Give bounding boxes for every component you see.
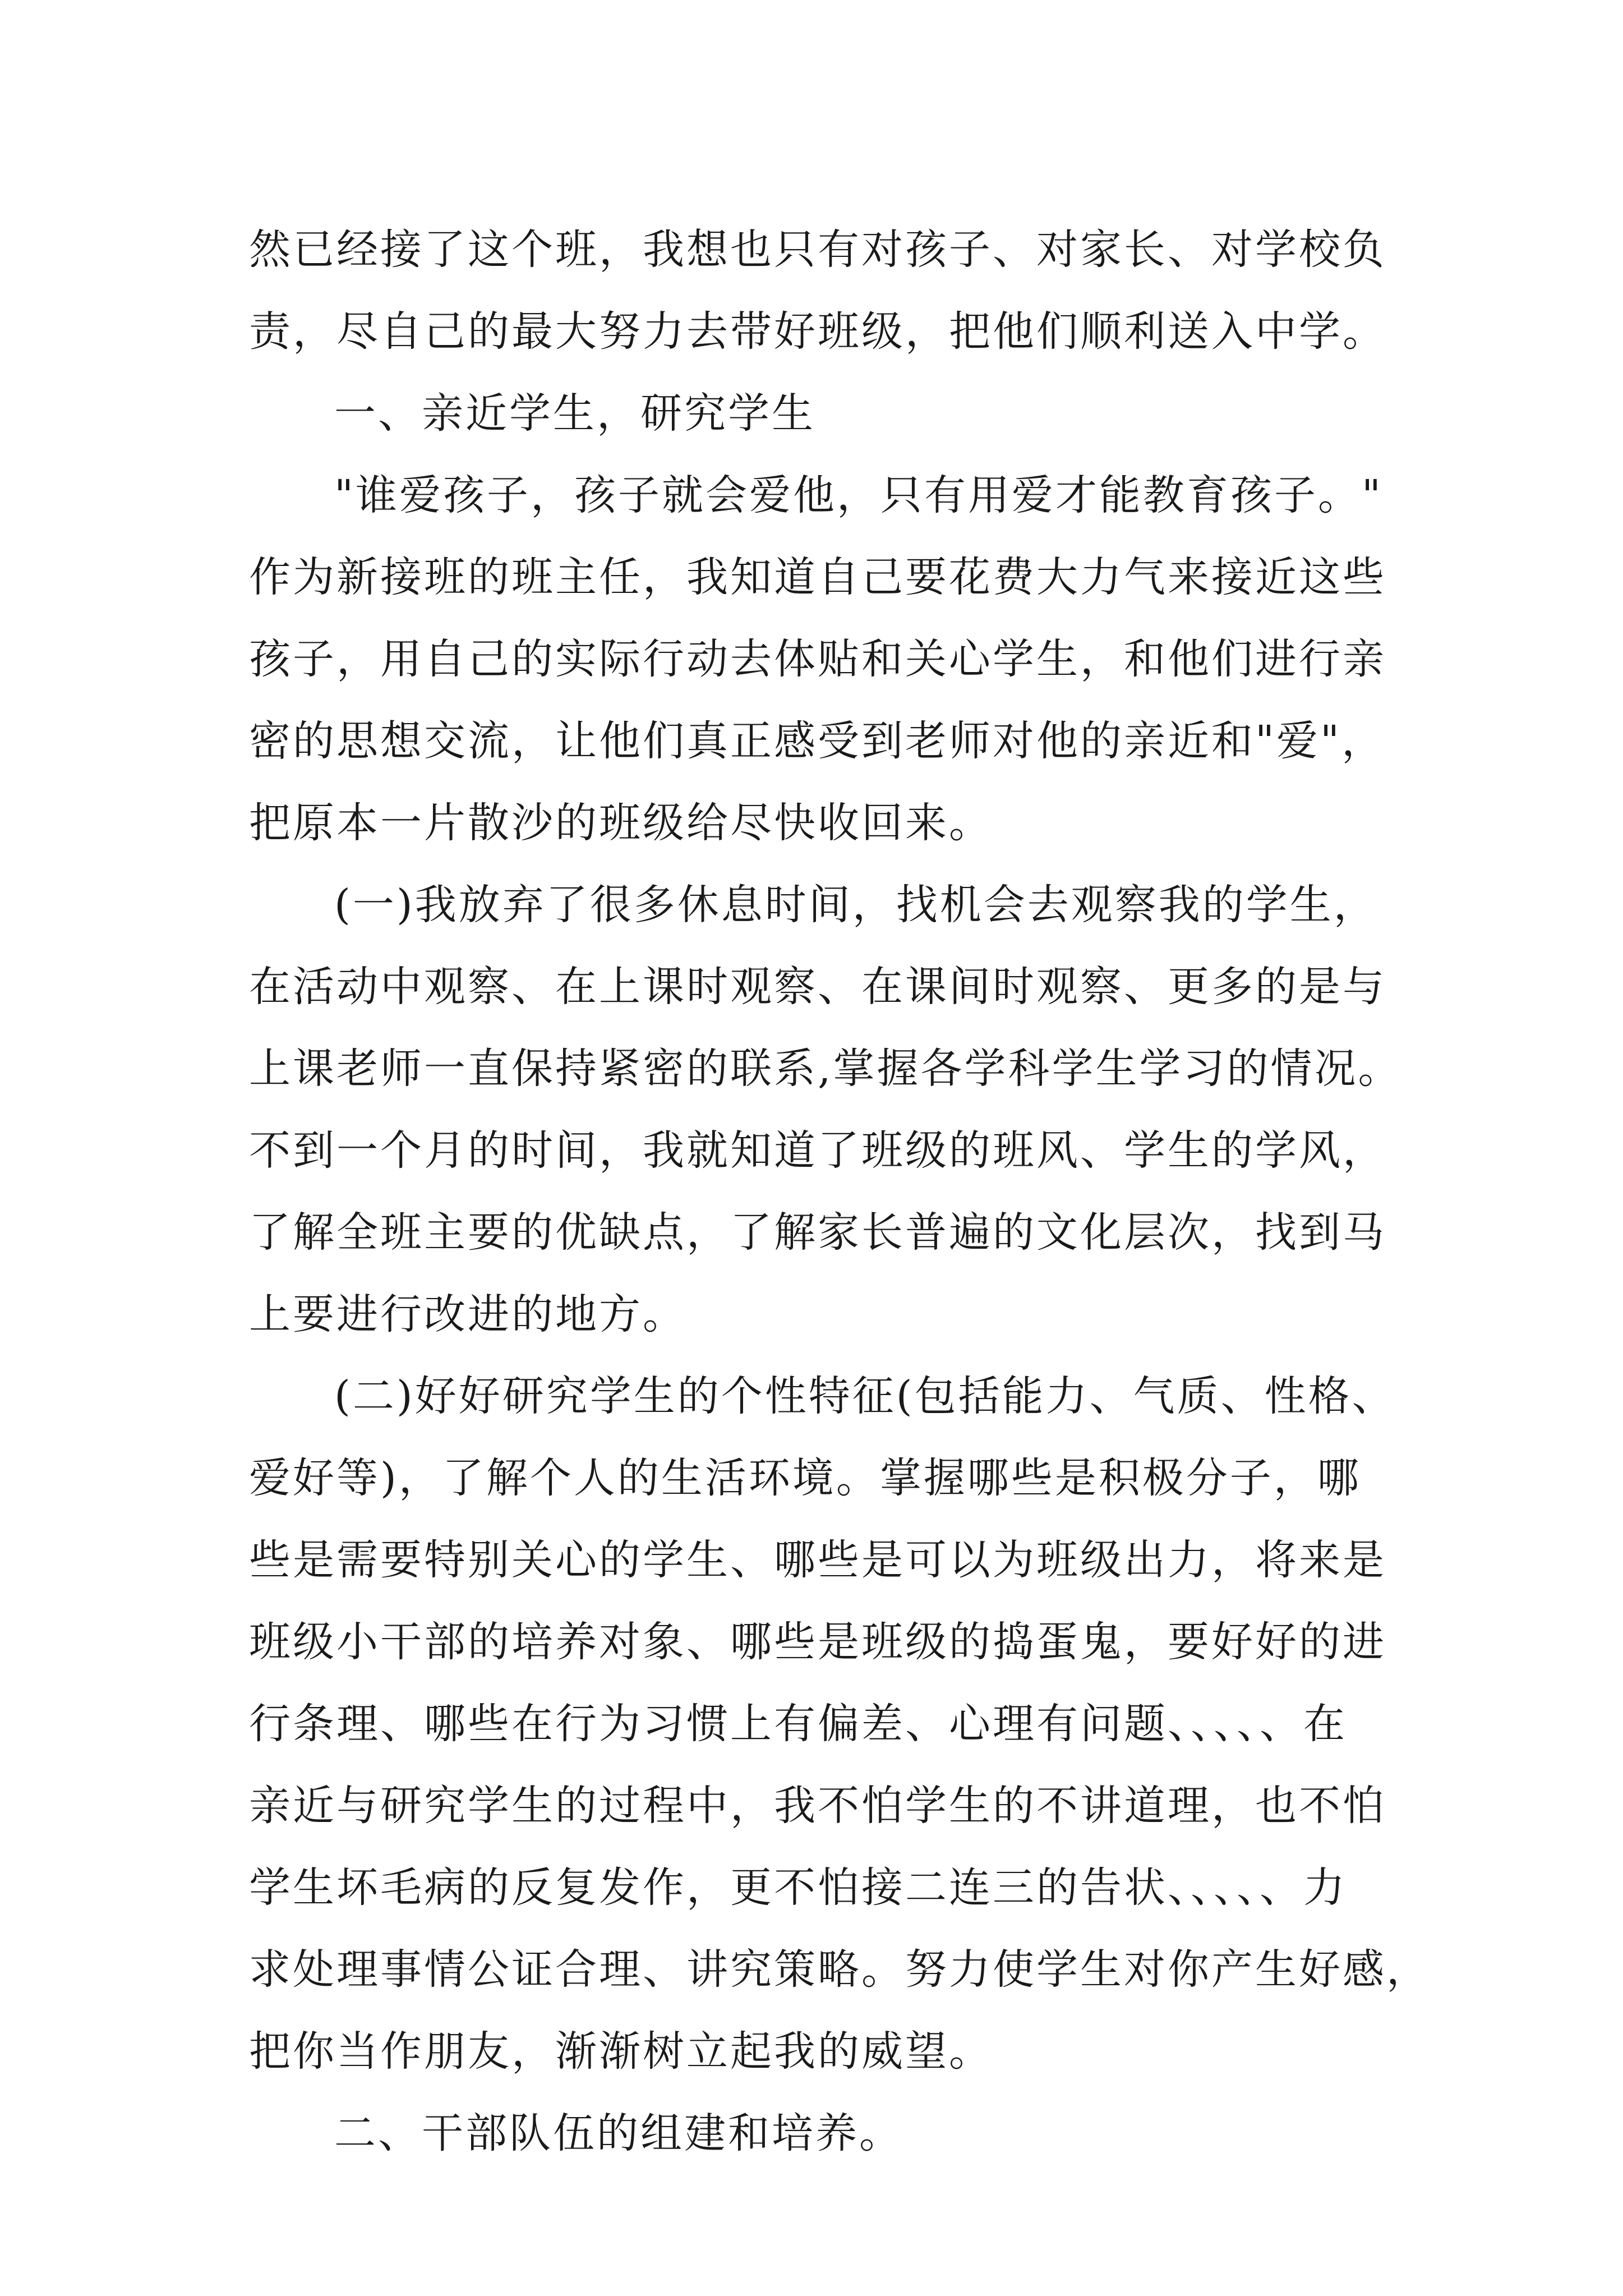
text-line: 然已经接了这个班，我想也只有对孩子、对家长、对学校负 bbox=[249, 226, 1386, 274]
text-line: (一)我放弃了很多休息时间，找机会去观察我的学生， bbox=[334, 881, 1377, 929]
text-line: 学生坏毛病的反复发作，更不怕接二连三的告状、、、、、力 bbox=[249, 1864, 1347, 1912]
text-line: 把原本一片散沙的班级给尽快收回来。 bbox=[249, 799, 993, 847]
body-text bbox=[249, 209, 1430, 2174]
text-line: "谁爱孩子，孩子就会爱他，只有用爱才能教育孩子。" bbox=[334, 471, 1384, 519]
text-line: 责，尽自己的最大努力去带好班级，把他们顺利送入中学。 bbox=[249, 307, 1386, 356]
text-line: 孩子，用自己的实际行动去体贴和关心学生，和他们进行亲 bbox=[249, 635, 1386, 683]
text-line: 一、亲近学生，研究学生 bbox=[334, 389, 815, 438]
text-line: 上课老师一直保持紧密的联系,掌握各学科学生学习的情况。 bbox=[249, 1045, 1402, 1093]
text-line: 作为新接班的班主任，我知道自己要花费大力气来接近这些 bbox=[249, 553, 1386, 601]
text-line: 把你当作朋友，渐渐树立起我的威望。 bbox=[249, 2027, 993, 2076]
text-line: (二)好好研究学生的个性特征(包括能力、气质、性格、 bbox=[334, 1372, 1396, 1420]
text-line: 爱好等)，了解个人的生活环境。掌握哪些是积极分子，哪 bbox=[249, 1454, 1361, 1502]
text-line: 不到一个月的时间，我就知道了班级的班风、学生的学风， bbox=[249, 1126, 1386, 1175]
text-line: 班级小干部的培养对象、哪些是班级的捣蛋鬼，要好好的进 bbox=[249, 1618, 1386, 1666]
text-line: 些是需要特别关心的学生、哪些是可以为班级出力，将来是 bbox=[249, 1536, 1386, 1584]
text-line: 了解全班主要的优缺点，了解家长普遍的文化层次，找到马 bbox=[249, 1208, 1386, 1257]
text-line: 上要进行改进的地方。 bbox=[249, 1290, 686, 1338]
text-line: 在活动中观察、在上课时观察、在课间时观察、更多的是与 bbox=[249, 963, 1386, 1011]
text-line: 密的思想交流，让他们真正感受到老师对他的亲近和"爱"， bbox=[249, 717, 1386, 765]
text-line: 求处理事情公证合理、讲究策略。努力使学生对你产生好感， bbox=[249, 1945, 1430, 1994]
text-line: 亲近与研究学生的过程中，我不怕学生的不讲道理，也不怕 bbox=[249, 1782, 1386, 1830]
text-line: 行条理、哪些在行为习惯上有偏差、心理有问题、、、、、在 bbox=[249, 1700, 1347, 1748]
text-line: 二、干部队伍的组建和培养。 bbox=[334, 2109, 903, 2157]
